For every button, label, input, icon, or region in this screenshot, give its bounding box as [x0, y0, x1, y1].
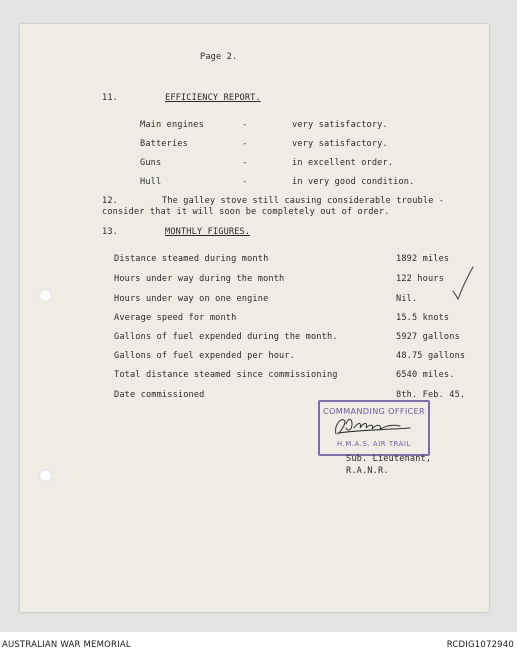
efficiency-status: in excellent order.: [292, 158, 394, 168]
footer-archive-name: AUSTRALIAN WAR MEMORIAL: [2, 640, 131, 650]
efficiency-separator: -: [242, 177, 248, 187]
figure-label: Gallons of fuel expended per hour.: [114, 351, 296, 361]
stamp-title: COMMANDING OFFICER: [322, 406, 426, 416]
punch-hole-bottom: [39, 469, 52, 482]
section-11-number: 11.: [102, 93, 118, 103]
figure-value: 8th. Feb. 45.: [396, 390, 466, 400]
efficiency-item: Batteries: [140, 139, 188, 149]
figure-value: 5927 gallons: [396, 332, 460, 342]
figure-label: Distance steamed during month: [114, 254, 269, 264]
efficiency-item: Main engines: [140, 120, 204, 130]
efficiency-status: very satisfactory.: [292, 120, 388, 130]
figure-value: Nil.: [396, 294, 418, 304]
figure-value: 6540 miles.: [396, 370, 455, 380]
efficiency-status: in very good condition.: [292, 177, 415, 187]
section-12-line-2: consider that it will soon be completely out of order.: [102, 207, 390, 217]
figure-label: Hours under way on one engine: [114, 294, 269, 304]
section-11-heading: EFFICIENCY REPORT.: [165, 93, 261, 103]
efficiency-separator: -: [242, 158, 248, 168]
document-page: [20, 24, 489, 612]
efficiency-item: Hull: [140, 177, 162, 187]
efficiency-separator: -: [242, 139, 248, 149]
efficiency-item: Guns: [140, 158, 162, 168]
commanding-officer-stamp: [318, 400, 430, 456]
figure-value: 122 hours: [396, 274, 444, 284]
signatory-service: R.A.N.R.: [346, 466, 389, 476]
figure-label: Average speed for month: [114, 313, 237, 323]
signatory-rank: Sub. Lieutenant,: [346, 454, 432, 464]
figure-label: Total distance steamed since commissioning: [114, 370, 338, 380]
section-12-number: 12.: [102, 196, 118, 206]
section-13-heading: MONTHLY FIGURES.: [165, 227, 251, 237]
efficiency-separator: -: [242, 120, 248, 130]
figure-label: Date commissioned: [114, 390, 205, 400]
stamp-vessel: H.M.A.S. AIR TRAIL: [337, 440, 411, 448]
figure-label: Gallons of fuel expended during the month.: [114, 332, 338, 342]
punch-hole-top: [39, 289, 52, 302]
footer-record-id: RCDIG1072940: [446, 640, 514, 650]
efficiency-status: very satisfactory.: [292, 139, 388, 149]
figure-value: 1892 miles: [396, 254, 450, 264]
tick-mark-icon: [452, 265, 474, 301]
figure-value: 48.75 gallons: [396, 351, 466, 361]
signature-icon: [330, 414, 416, 438]
section-13-number: 13.: [102, 227, 118, 237]
page-heading: Page 2.: [200, 52, 238, 62]
figure-label: Hours under way during the month: [114, 274, 285, 284]
figure-value: 15.5 knots: [396, 313, 450, 323]
section-12-line-1: The galley stove still causing considerable trouble -: [162, 196, 445, 206]
